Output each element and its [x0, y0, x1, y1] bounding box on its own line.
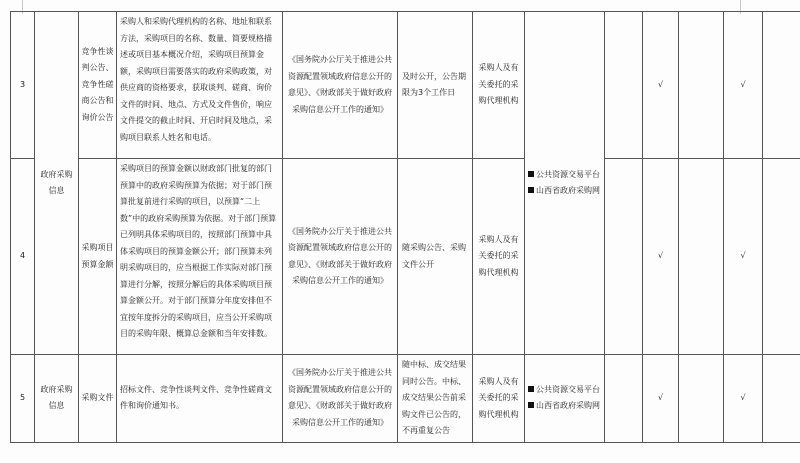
basis-cell: 《国务院办公厅关于推进公共资源配置领域政府信息公开的意见》、《财政部关于做好政府采购信息公开工作的通知》: [283, 12, 398, 159]
empty-cell: [763, 159, 800, 355]
channel-item: 山西省政府采购网: [528, 398, 601, 415]
category-cell: 政府采购信息: [35, 12, 79, 355]
row-number: 3: [11, 12, 35, 159]
empty-cell: [679, 355, 724, 443]
content-cell: 采购人和采购代理机构的名称、地址和联系方法，采购项目的名称、数量、简要规格描述或项目基本概况介绍，采购项目预算金额，采购项目需要落实的政府采购政策，对供应商的资格要求，获取谈判、磋商、询价文件的时间、地点、方式及文件售价，响应文件提交的截止时间、开启时间及地点，采购项目联系人姓名和电话。: [117, 12, 283, 159]
item-cell: 采购文件: [79, 355, 117, 443]
check-mark: √: [643, 12, 679, 159]
check-mark: √: [643, 355, 679, 443]
subject-cell: 采购人及有关委托的采购代理机构: [473, 159, 525, 355]
category-cell: 政府采购信息: [35, 355, 79, 443]
channel-cell: [525, 12, 605, 355]
item-cell: 竞争性谈判公告、竞争性磋商公告和询价公告: [79, 12, 117, 159]
time-cell: 随中标、成交结果同时公告。中标、成交结果公告前采购文件已公告的，不再重复公告: [398, 355, 473, 443]
row-number: 5: [11, 355, 35, 443]
table-row: [11, 355, 800, 443]
channel-cell: [525, 355, 605, 443]
row-number: 4: [11, 159, 35, 355]
content-cell: 采购项目的预算金额以财政部门批复的部门预算中的政府采购预算为依据；对于部门预算批复前进行采购的项目，以预算“二上数”中的政府采购预算为依据。对于部门预算已列明具体采购项目的，按照部门预算中具体采购项目的预算金额公开；部门预算未列明采购项目的，应当根据工作实际对部门预算进行分解，按照分解后的具体采购项目预算金额公开。对于部门预算分年度安排但不宜按年度拆分的采购项目，应当公开采购项目的采购年限、概算总金额和当年安排数。: [117, 159, 283, 355]
empty-cell: [605, 12, 643, 159]
time-cell: 及时公开，公告期限为3个工作日: [398, 12, 473, 159]
square-bullet-icon: [528, 187, 534, 193]
disclosure-table: [10, 11, 800, 443]
empty-cell: [679, 159, 724, 355]
square-bullet-icon: [528, 386, 534, 392]
empty-cell: [679, 12, 724, 159]
item-cell: 采购项目预算金额: [79, 159, 117, 355]
subject-cell: 采购人及有关委托的采购代理机构: [473, 355, 525, 443]
square-bullet-icon: [528, 171, 534, 177]
subject-cell: 采购人及有关委托的采购代理机构: [473, 12, 525, 159]
time-cell: 随采购公告、采购文件公开: [398, 159, 473, 355]
empty-cell: [763, 12, 800, 159]
channel-item: 公共资源交易平台: [528, 167, 601, 184]
basis-cell: 《国务院办公厅关于推进公共资源配置领域政府信息公开的意见》、《财政部关于做好政府采购信息公开工作的通知》: [283, 355, 398, 443]
empty-cell: [605, 159, 643, 355]
square-bullet-icon: [528, 402, 534, 408]
channel-item: 公共资源交易平台: [528, 382, 601, 399]
table-row: [11, 12, 800, 159]
check-mark: √: [724, 12, 763, 159]
check-mark: √: [724, 159, 763, 355]
channel-item: 山西省政府采购网: [528, 183, 601, 200]
content-cell: 招标文件、竞争性谈判文件、竞争性磋商文件和询价通知书。: [117, 355, 283, 443]
empty-cell: [763, 355, 800, 443]
table-row: [11, 159, 800, 355]
basis-cell: 《国务院办公厅关于推进公共资源配置领域政府信息公开的意见》、《财政部关于做好政府采购信息公开工作的通知》: [283, 159, 398, 355]
empty-cell: [605, 355, 643, 443]
check-mark: √: [724, 355, 763, 443]
check-mark: √: [643, 159, 679, 355]
